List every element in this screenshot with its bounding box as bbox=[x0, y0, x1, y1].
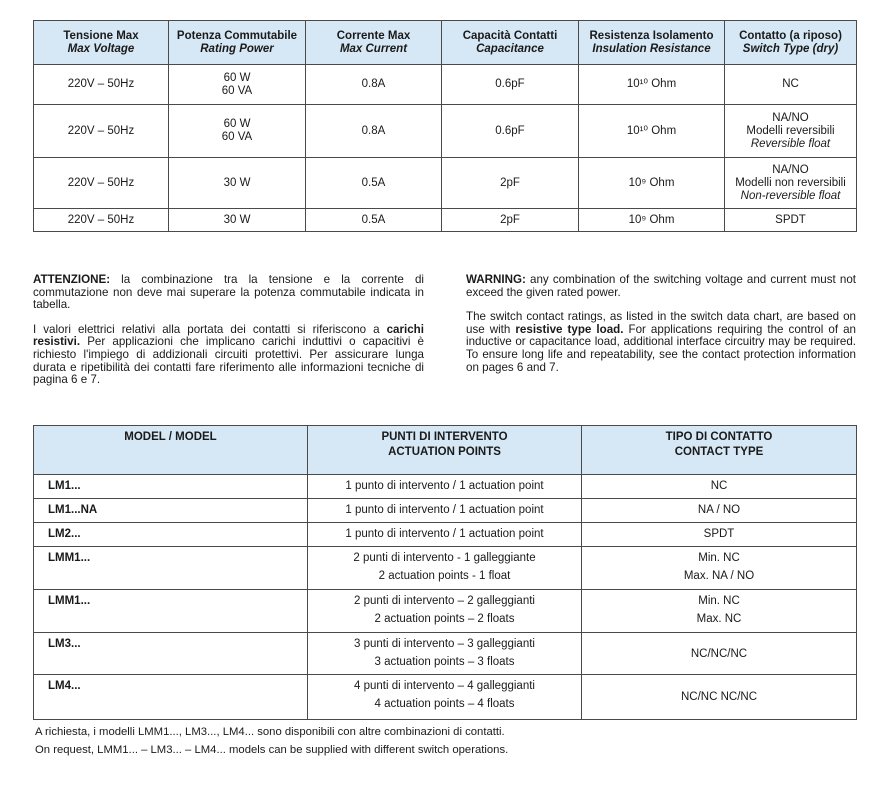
cell-voltage: 220V – 50Hz bbox=[34, 65, 169, 105]
cell-contact: NC/NC/NC bbox=[582, 633, 857, 675]
cell-insulation: 10⁹ Ohm bbox=[579, 158, 725, 209]
cell-model: LMM1... bbox=[34, 547, 308, 590]
cell-contact: NA / NO bbox=[582, 499, 857, 523]
cell-model: LM1... bbox=[34, 475, 308, 499]
cell-power: 30 W bbox=[169, 158, 306, 209]
table-row bbox=[34, 590, 857, 633]
cell-current: 0.8A bbox=[306, 105, 442, 158]
cell-voltage: 220V – 50Hz bbox=[34, 105, 169, 158]
model-table bbox=[33, 425, 857, 720]
spec-table bbox=[33, 20, 857, 232]
header-insulation: Resistenza Isolamento Insulation Resistance bbox=[579, 21, 725, 65]
ratings-paragraph-en: The switch contact ratings, as listed in the switch data chart, are based on use with resistive type load. For applications requiring the control of an inductive or capacitance load, additional interface circuitry may be required. To ensure long life and repeatability, see the contact protection information on pages 6 and 7. bbox=[466, 310, 856, 374]
footer-note-it: A richiesta, i modelli LMM1..., LM3..., LM4... sono disponibili con altre combinazioni di contatti. bbox=[35, 726, 505, 738]
cell-insulation: 10¹⁰ Ohm bbox=[579, 65, 725, 105]
header-switch-type: Contatto (a riposo) Switch Type (dry) bbox=[725, 21, 857, 65]
warning-paragraph-en: WARNING: any combination of the switching voltage and current must not exceed the given rated power. bbox=[466, 273, 856, 299]
cell-current: 0.5A bbox=[306, 158, 442, 209]
cell-points: 2 punti di intervento - 1 galleggiante 2 actuation points - 1 float bbox=[308, 547, 582, 590]
table-row bbox=[34, 65, 857, 105]
cell-points: 2 punti di intervento – 2 galleggianti 2 actuation points – 2 floats bbox=[308, 590, 582, 633]
cell-insulation: 10⁹ Ohm bbox=[579, 209, 725, 232]
model-table-header bbox=[34, 426, 857, 475]
cell-current: 0.8A bbox=[306, 65, 442, 105]
spec-table-header bbox=[34, 21, 857, 65]
table-row bbox=[34, 158, 857, 209]
cell-contact: Min. NC Max. NA / NO bbox=[582, 547, 857, 590]
cell-capacitance: 2pF bbox=[442, 209, 579, 232]
table-row bbox=[34, 499, 857, 523]
notes-italian bbox=[33, 274, 424, 399]
cell-capacitance: 0.6pF bbox=[442, 65, 579, 105]
cell-model: LM2... bbox=[34, 523, 308, 547]
table-row bbox=[34, 523, 857, 547]
cell-capacitance: 0.6pF bbox=[442, 105, 579, 158]
cell-switch: SPDT bbox=[725, 209, 857, 232]
ratings-paragraph-it: I valori elettrici relativi alla portata dei contatti si riferiscono a carichi resistivi. Per applicazioni che implicano carichi induttivi o capacitivi è richiesto l'impiego di addizionali circuiti protettivi. Per assicurare lunga durata e ripetibilità dei contatti fare riferimento alle informazioni tecniche di pagina 6 e 7. bbox=[33, 322, 424, 387]
cell-contact: SPDT bbox=[582, 523, 857, 547]
cell-voltage: 220V – 50Hz bbox=[34, 209, 169, 232]
cell-contact: NC/NC NC/NC bbox=[582, 675, 857, 720]
cell-points: 1 punto di intervento / 1 actuation point bbox=[308, 523, 582, 547]
cell-contact: NC bbox=[582, 475, 857, 499]
cell-switch: NA/NO Modelli reversibili Reversible float bbox=[725, 105, 857, 158]
cell-switch: NC bbox=[725, 65, 857, 105]
header-voltage: Tensione Max Max Voltage bbox=[34, 21, 169, 65]
cell-points: 1 punto di intervento / 1 actuation point bbox=[308, 499, 582, 523]
cell-power: 60 W 60 VA bbox=[169, 65, 306, 105]
cell-switch: NA/NO Modelli non reversibili Non-reversible float bbox=[725, 158, 857, 209]
table-row bbox=[34, 675, 857, 720]
cell-voltage: 220V – 50Hz bbox=[34, 158, 169, 209]
header-contact-type: TIPO DI CONTATTO CONTACT TYPE bbox=[582, 426, 857, 475]
warning-paragraph-it: ATTENZIONE: la combinazione tra la tensione e la corrente di commutazione non deve mai superare la potenza commutabile indicata in tabella. bbox=[33, 273, 424, 312]
header-power: Potenza Commutabile Rating Power bbox=[169, 21, 306, 65]
table-row bbox=[34, 105, 857, 158]
table-row bbox=[34, 475, 857, 499]
cell-current: 0.5A bbox=[306, 209, 442, 232]
cell-points: 4 punti di intervento – 4 galleggianti 4 actuation points – 4 floats bbox=[308, 675, 582, 720]
notes-english bbox=[466, 274, 856, 386]
header-capacitance: Capacità Contatti Capacitance bbox=[442, 21, 579, 65]
cell-model: LM1...NA bbox=[34, 499, 308, 523]
cell-contact: Min. NC Max. NC bbox=[582, 590, 857, 633]
cell-model: LM3... bbox=[34, 633, 308, 675]
cell-points: 1 punto di intervento / 1 actuation point bbox=[308, 475, 582, 499]
cell-power: 30 W bbox=[169, 209, 306, 232]
cell-points: 3 punti di intervento – 3 galleggianti 3 actuation points – 3 floats bbox=[308, 633, 582, 675]
cell-model: LMM1... bbox=[34, 590, 308, 633]
footer-note bbox=[35, 723, 508, 759]
cell-capacitance: 2pF bbox=[442, 158, 579, 209]
header-current: Corrente Max Max Current bbox=[306, 21, 442, 65]
table-row bbox=[34, 633, 857, 675]
cell-model: LM4... bbox=[34, 675, 308, 720]
header-model: MODEL / MODEL bbox=[34, 426, 308, 475]
cell-insulation: 10¹⁰ Ohm bbox=[579, 105, 725, 158]
table-row bbox=[34, 547, 857, 590]
header-actuation-points: PUNTI DI INTERVENTO ACTUATION POINTS bbox=[308, 426, 582, 475]
cell-power: 60 W 60 VA bbox=[169, 105, 306, 158]
table-row bbox=[34, 209, 857, 232]
footer-note-en: On request, LMM1... – LM3... – LM4... models can be supplied with different switch operations. bbox=[35, 744, 509, 756]
